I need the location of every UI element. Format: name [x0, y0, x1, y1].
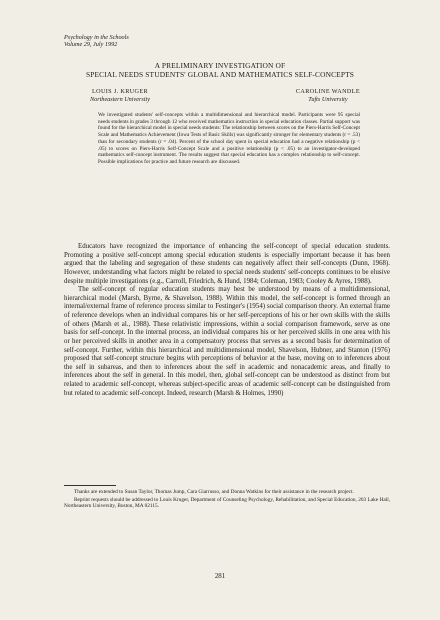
abstract: We investigated students' self-concepts within a multidimensional and hierarchical model. Participants were 95 special needs students in grades 3 through 12 who received mathematics instruction in special education classes. Partial support was found for the hierarchical model in special needs students: The relationship between scores on the Piers-Harris Self-Concept Scale and Mathematics Achievement (Iowa Tests of Basic Skills) was significantly stronger for elementary students (r = .53) than for secondary students (r = .04). Percent of the school day spent in special education had a negative relationship (p < .05) to scores on Piers-Harris Self-Concept Scale and a positive relationship (p < .05) to an investigator-developed mathematics self-concept instrument. The results suggest that special education has a complex relationship to self-concept. Possible implications for practice and future research are discussed.: [98, 112, 360, 165]
journal-header: [64, 34, 129, 48]
author-block: [90, 88, 360, 103]
journal-name: Psychology in the Schools: [64, 34, 129, 41]
author-affiliation: Tufts University: [308, 95, 348, 103]
journal-volume: Volume 29, July 1992: [64, 41, 118, 49]
author-affiliation: Northeastern University: [90, 95, 150, 103]
page-number: 281: [214, 573, 226, 580]
footnote: Thanks are extended to Susan Taylor, Thomas Jump, Cara Giarrusso, and Donna Watkins for their assistance in the research project.: [74, 489, 354, 495]
article-title: [48, 62, 392, 79]
body-text: [64, 243, 390, 398]
author-name: CAROLINE WANDLE: [295, 88, 360, 95]
paragraph: The self-concept of regular education students may best be understood by means of a multidimensional, hierarchical model (Marsh, Byrne, & Shavelson, 1988). Within this model, the self-concept is formed through an internal/external frame of reference process similar to Festinger's (1954) social comparison theory. An external frame of reference develops when an individual compares his or her self-perceptions of his or her own skills with the skills of others (Marsh et al., 1988). These relativistic impressions, within a social comparison framework, serve as one basis for self-concept. In the internal process, an individual compares his or her perceived skills in one area with his or her perceived skills in another area in a compensatory process that serves as a second basis for determination of self-concept. Further, within this hierarchical and multidimensional model, Shavelson, Hubner, and Stanton (1976) proposed that self-concept structure begins with perceptions of behavior at the base, moving on to inferences about the self in subareas, and then to inferences about the self in academic and nonacademic areas, and finally to inferences about the self in general. In this model, then, global self-concept can be understood as distinct from but related to academic self-concept, whereas subject-specific areas of academic self-concept can be distinguished from but related to academic self-concept. Indeed, research (Marsh & Holmes, 1990): [64, 286, 390, 397]
title-line-1: A PRELIMINARY INVESTIGATION OF: [154, 61, 286, 70]
footnote: Reprint requests should be addressed to Louis Kruger, Department of Counseling Psychology, Rehabilitation, and Special Education, 203 Lake Hall, Northeastern University, Boston, MA 02115.: [64, 496, 390, 510]
footnotes: [64, 489, 390, 511]
author-2: [296, 88, 360, 103]
author-name: LOUIS J. KRUGER: [92, 88, 148, 95]
author-1: [90, 88, 150, 103]
paragraph: Educators have recognized the importance of enhancing the self-concept of special education students. Promoting a positive self-concept among special education students is especially important because it has been argued that the labeling and segregation of these students can negatively affect their self-concepts (Dunn, 1968). However, understanding what factors might be related to special needs students' self-concepts continues to be elusive despite multiple investigations (e.g., Carroll, Friedrich, & Hund, 1984; Coleman, 1983; Cooley & Ayres, 1988).: [64, 243, 390, 285]
footnote-divider: [64, 485, 116, 486]
title-line-2: SPECIAL NEEDS STUDENTS' GLOBAL AND MATHEMATICS SELF-CONCEPTS: [85, 69, 355, 79]
